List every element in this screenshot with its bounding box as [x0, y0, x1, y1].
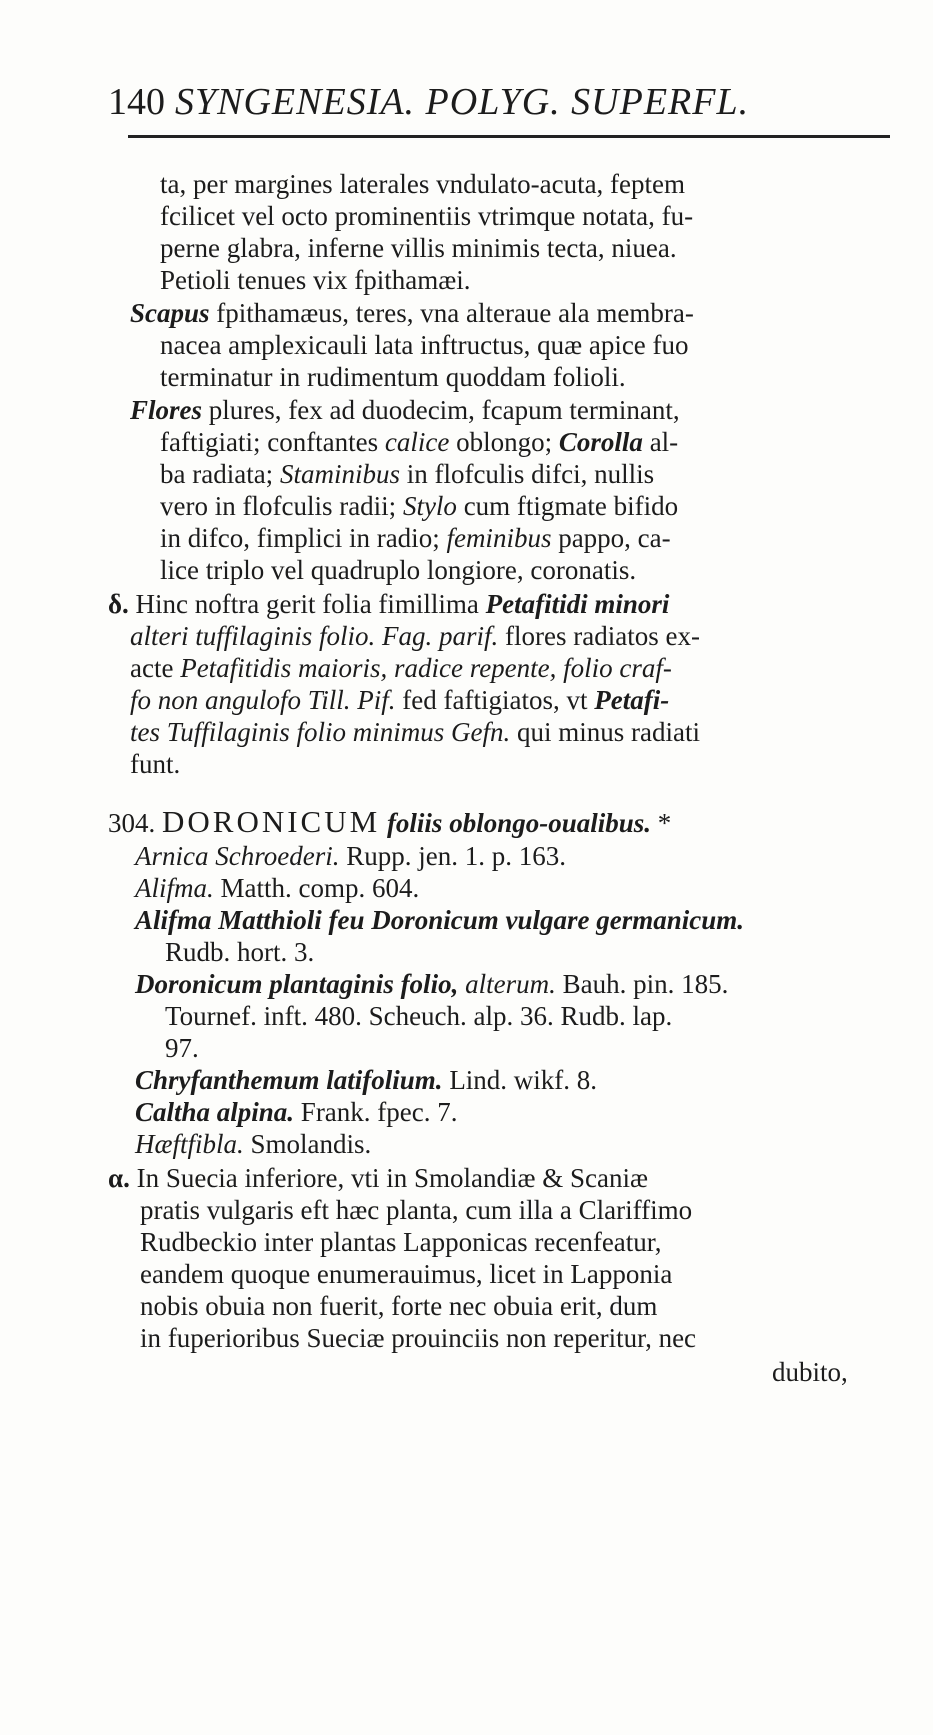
synonym-ref: Lind. wikf. 8.: [449, 1065, 598, 1095]
synonym-ref: Bauh. pin. 185.: [562, 969, 729, 999]
synonym-line: [135, 1096, 458, 1128]
synonym-name: Doronicum plantaginis folio,: [135, 969, 459, 999]
text-span: acte: [130, 653, 174, 683]
text-span: al-: [649, 427, 679, 457]
text-line: Rudbeckio inter plantas Lapponicas recenfeatur,: [140, 1227, 662, 1257]
text-line: funt.: [130, 749, 181, 779]
text-line: eandem quoque enumerauimus, licet in Lapponia: [140, 1259, 673, 1289]
text-line: lice triplo vel quadruplo longiore, coronatis.: [160, 555, 637, 585]
synonym-name: Caltha alpina.: [135, 1097, 295, 1127]
text-line: Petioli tenues vix fpithamæi.: [160, 265, 471, 295]
synonym-name: Hæftfibla.: [135, 1129, 244, 1159]
scapus-text: fpithamæus, teres, vna alteraue ala membra-: [216, 298, 694, 328]
running-title: SYNGENESIA. POLYG. SUPERFL.: [175, 81, 750, 123]
synonym-line: [135, 872, 419, 904]
note-line: [130, 620, 700, 652]
synonym-name: alterum.: [465, 969, 556, 999]
page-number: 140: [108, 81, 165, 123]
running-header: [108, 80, 853, 123]
note-mark: α.: [108, 1163, 130, 1193]
synonym-ref-line: Rudb. hort. 3.: [165, 937, 315, 967]
synonym-name: Alifma.: [135, 873, 214, 903]
text-span: cum ftigmate bifido: [463, 491, 679, 521]
note-line: [108, 1162, 648, 1194]
header-rule: [128, 135, 890, 138]
synonym-name: Alifma Matthioli feu Doronicum vulgare germanicum.: [135, 905, 745, 935]
text-span: fed faftigiatos, vt: [402, 685, 588, 715]
synonym-name: Chryfanthemum latifolium.: [135, 1065, 443, 1095]
text-span: Hinc noftra gerit folia fimillima: [135, 589, 479, 619]
entry-heading: [108, 806, 671, 839]
term-italic: fo non angulofo Till. Pif.: [130, 685, 396, 715]
term-italic: Corolla: [558, 427, 643, 457]
text-line: pratis vulgaris eft hæc planta, cum illa a Clariffimo: [140, 1195, 693, 1225]
text-line: nacea amplexicauli lata inftructus, quæ apice fuo: [160, 330, 689, 360]
synonym-ref-line: Tournef. inft. 480. Scheuch. alp. 36. Rudb. lap.: [165, 1001, 673, 1031]
synonym-line: [135, 1128, 371, 1160]
flores-line: [160, 522, 671, 554]
scapus-label: Scapus: [130, 298, 210, 328]
text-line: terminatur in rudimentum quoddam folioli.: [160, 362, 626, 392]
text-span: oblongo;: [456, 427, 553, 457]
text-span: vero in flofculis radii;: [160, 491, 397, 521]
text-line: ta, per margines laterales vndulato-acuta, feptem: [160, 169, 686, 199]
synonym-ref: Frank. fpec. 7.: [300, 1097, 458, 1127]
synonym-line: [135, 968, 728, 1000]
text-span: ba radiata;: [160, 459, 274, 489]
synonym-name: Arnica Schroederi.: [135, 841, 340, 871]
scapus-line: [130, 297, 694, 329]
synonym-ref: Smolandis.: [250, 1129, 372, 1159]
term-italic: calice: [384, 427, 450, 457]
flores-line: [160, 490, 678, 522]
flores-line: [160, 426, 678, 458]
note-mark: δ.: [108, 589, 129, 619]
synonym-ref: Rupp. jen. 1. p. 163.: [346, 841, 566, 871]
synonym-ref-line: 97.: [165, 1033, 199, 1063]
text-line: nobis obuia non fuerit, forte nec obuia erit, dum: [140, 1291, 658, 1321]
synonym-ref: Matth. comp. 604.: [220, 873, 420, 903]
text-span: qui minus radiati: [517, 717, 701, 747]
note-line: [108, 588, 669, 620]
note-line: [130, 684, 669, 716]
genus-name: DORONICUM: [162, 804, 381, 839]
term-italic: Petafitidis maioris, radice repente, folio craf-: [180, 653, 672, 683]
flores-label: Flores: [130, 395, 203, 425]
term-italic: Staminibus: [279, 459, 400, 489]
catchword: dubito,: [772, 1357, 848, 1387]
entry-number: 304.: [108, 808, 156, 838]
asterisk: *: [657, 808, 672, 838]
text-span: In Suecia inferiore, vti in Smolandiæ & Scaniæ: [136, 1163, 648, 1193]
text-line: perne glabra, inferne villis minimis tecta, niuea.: [160, 233, 677, 263]
flores-line: [130, 394, 680, 426]
term-italic: alteri tuffilaginis folio. Fag. parif.: [130, 621, 499, 651]
text-line: fcilicet vel octo prominentiis vtrimque notata, fu-: [160, 201, 694, 231]
term-italic: Petafitidi minori: [485, 589, 670, 619]
diagnosis: foliis oblongo-oualibus.: [386, 808, 651, 838]
note-line: [130, 716, 700, 748]
synonym-line: [135, 1064, 597, 1096]
synonym-line: [135, 840, 566, 872]
note-line: [130, 652, 672, 684]
text-span: faftigiati; conftantes: [160, 427, 379, 457]
term-italic: Stylo: [402, 491, 457, 521]
text-span: in difco, fimplici in radio;: [160, 523, 440, 553]
term-italic: tes Tuffilaginis folio minimus Gefn.: [130, 717, 511, 747]
text-span: plures, fex ad duodecim, fcapum terminant,: [208, 395, 680, 425]
synonym-line: [135, 904, 744, 936]
text-span: in flofculis difci, nullis: [406, 459, 655, 489]
term-italic: feminibus: [446, 523, 552, 553]
text-line: in fuperioribus Sueciæ prouinciis non reperitur, nec: [140, 1323, 697, 1353]
flores-line: [160, 458, 654, 490]
text-span: flores radiatos ex-: [505, 621, 700, 651]
term-italic: Petafi-: [594, 685, 670, 715]
text-span: pappo, ca-: [558, 523, 671, 553]
